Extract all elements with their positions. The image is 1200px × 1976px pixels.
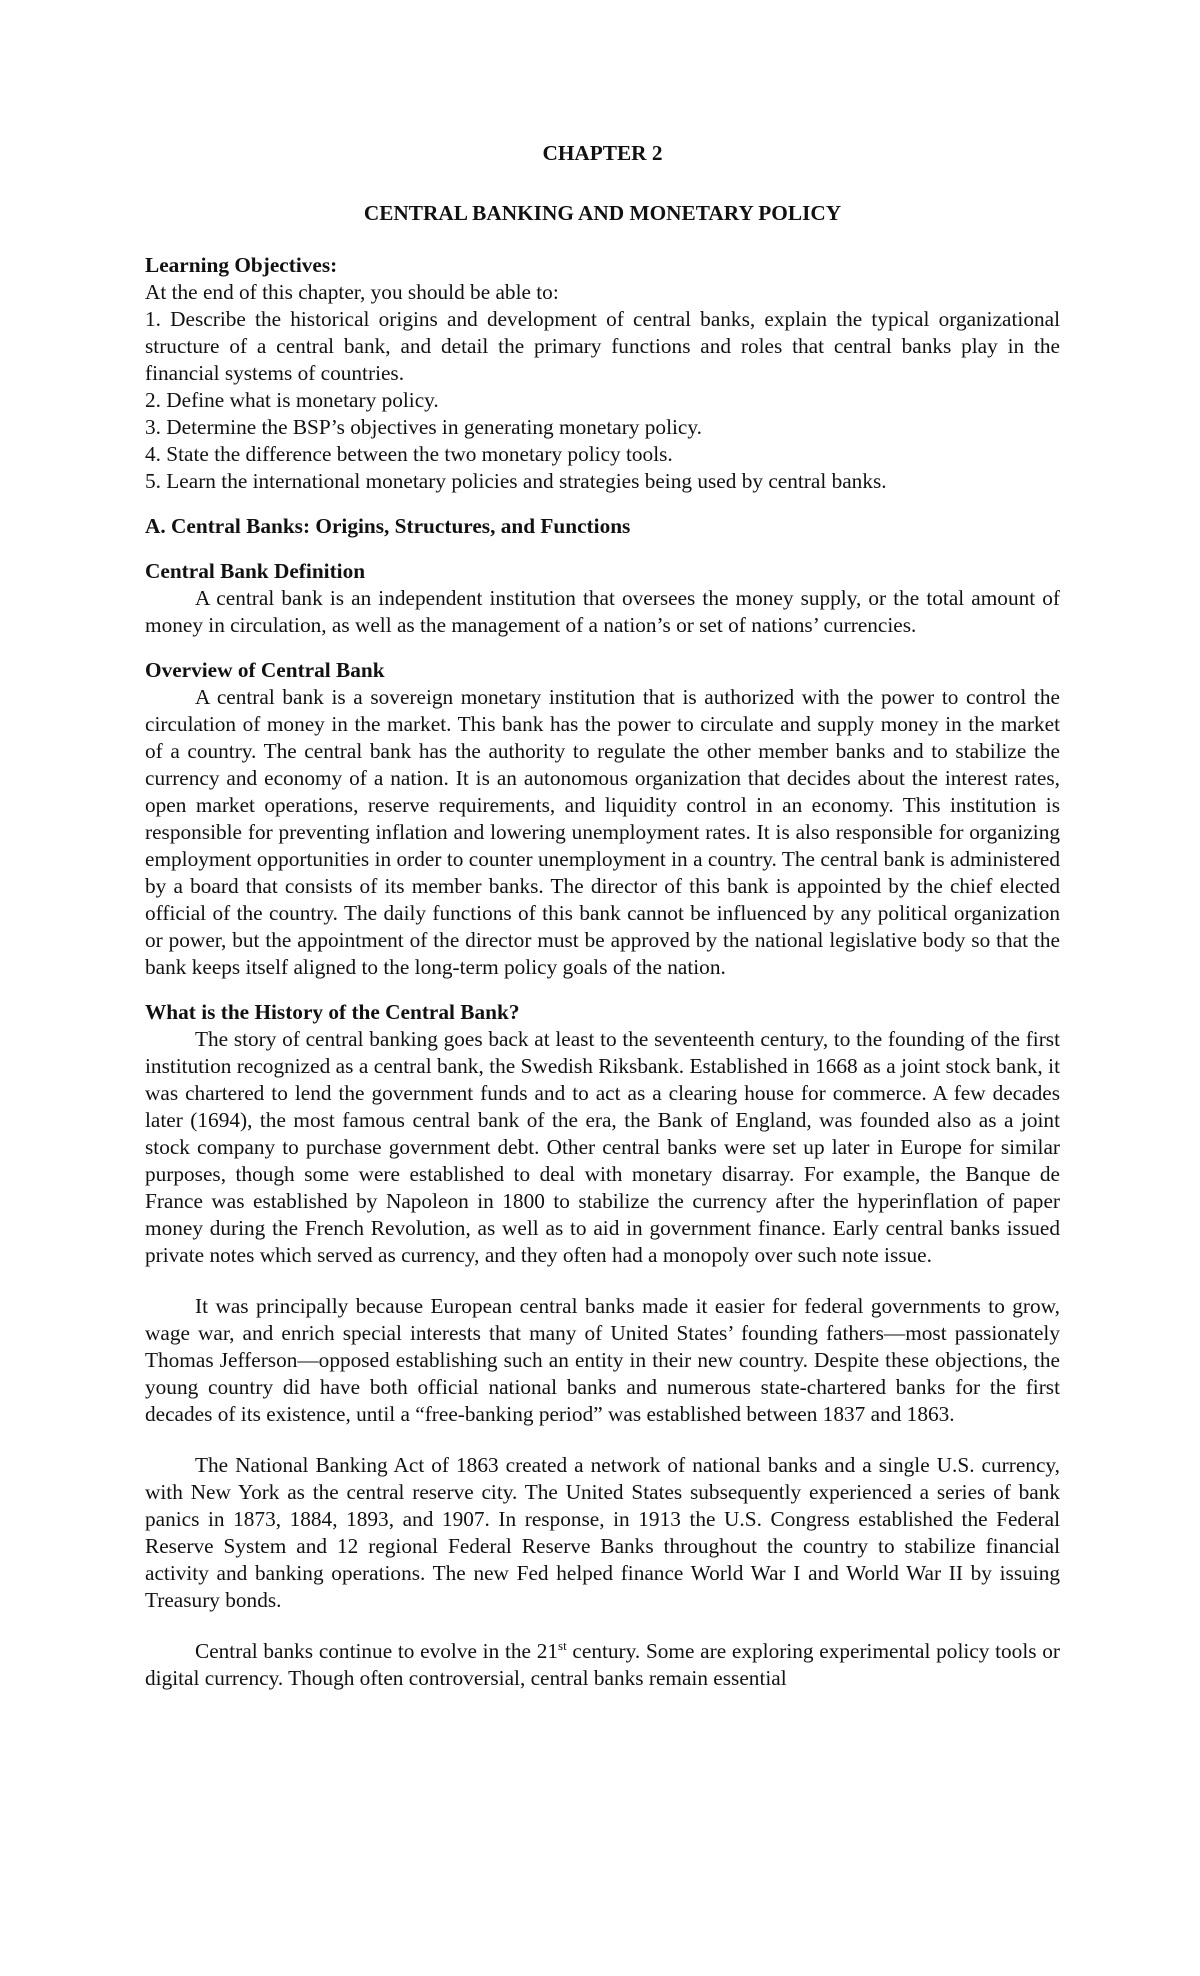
objective-item: 5. Learn the international monetary policies and strategies being used by central banks. [145,469,887,493]
history-paragraph-4 [145,1638,1060,1692]
chapter-title: CENTRAL BANKING AND MONETARY POLICY [363,201,842,225]
history-paragraph-3: The National Banking Act of 1863 created a network of national banks and a single U.S. currency, with New York as the central reserve city. The United States subsequently experienced a series of bank panics in 1873, 1884, 1893, and 1907. In response, in 1913 the U.S. Congress established the Federal Reserve System and 12 regional Federal Reserve Banks throughout the country to stabilize financial activity and banking operations. The new Fed helped finance World War I and World War II by issuing Treasury bonds. [145,1453,1060,1612]
overview-heading: Overview of Central Bank [145,658,385,682]
section-a-heading: A. Central Banks: Origins, Structures, and Functions [145,514,631,538]
definition-heading: Central Bank Definition [145,559,366,583]
learning-objectives-heading: Learning Objectives: [145,253,338,277]
history-paragraph-4-start: Central banks continue to evolve in the 21 [195,1639,559,1663]
overview-paragraph: A central bank is a sovereign monetary institution that is authorized with the power to control the circulation of money in the market. This bank has the power to circulate and supply money in the market of a country. The central bank has the authority to regulate the other member banks and to stabilize the currency and economy of a nation. It is an autonomous organization that decides about the interest rates, open market operations, reserve requirements, and liquidity control in an economy. This institution is responsible for preventing inflation and lowering unemployment rates. It is also responsible for organizing employment opportunities in order to counter unemployment in a country. The central bank is administered by a board that consists of its member banks. The director of this bank is appointed by the chief elected official of the country. The daily functions of this bank cannot be influenced by any political organization or power, but the appointment of the director must be approved by the national legislative body so that the bank keeps itself aligned to the long-term policy goals of the nation. [145,685,1060,979]
history-paragraph-4-end: century. Some are exploring experimental policy tools or digital currency. Though often controversial, central banks remain essential [145,1639,1060,1690]
objective-item: 1. Describe the historical origins and development of central banks, explain the typical organizational structure of a central bank, and detail the primary functions and roles that central banks play in the financial systems of countries. [145,307,1060,385]
objective-item: 3. Determine the BSP’s objectives in generating monetary policy. [145,415,702,439]
learning-objectives-intro: At the end of this chapter, you should be able to: [145,280,559,304]
chapter-label: CHAPTER 2 [542,141,663,165]
definition-paragraph: A central bank is an independent institution that oversees the money supply, or the total amount of money in circulation, as well as the management of a nation’s or set of nations’ currencies. [145,586,1060,637]
superscript-st: st [558,1637,567,1653]
history-heading: What is the History of the Central Bank? [145,1000,520,1024]
history-paragraph-2: It was principally because European central banks made it easier for federal governments to grow, wage war, and enrich special interests that many of United States’ founding fathers—most passionately Thomas Jefferson—opposed establishing such an entity in their new country. Despite these objections, the young country did have both official national banks and numerous state-chartered banks for the first decades of its existence, until a “free-banking period” was established between 1837 and 1863. [145,1294,1060,1426]
objectives-list [145,306,1060,495]
objective-item: 4. State the difference between the two monetary policy tools. [145,442,673,466]
learning-objectives [145,252,1060,495]
document-page [145,140,1060,1692]
objective-item: 2. Define what is monetary policy. [145,388,439,412]
history-paragraph-1: The story of central banking goes back at least to the seventeenth century, to the founding of the first institution recognized as a central bank, the Swedish Riksbank. Established in 1668 as a joint stock bank, it was chartered to lend the government funds and to act as a clearing house for commerce. A few decades later (1694), the most famous central bank of the era, the Bank of England, was founded also as a joint stock company to purchase government debt. Other central banks were set up later in Europe for similar purposes, though some were established to deal with monetary disarray. For example, the Banque de France was established by Napoleon in 1800 to stabilize the currency after the hyperinflation of paper money during the French Revolution, as well as to aid in government finance. Early central banks issued private notes which served as currency, and they often had a monopoly over such note issue. [145,1027,1060,1267]
